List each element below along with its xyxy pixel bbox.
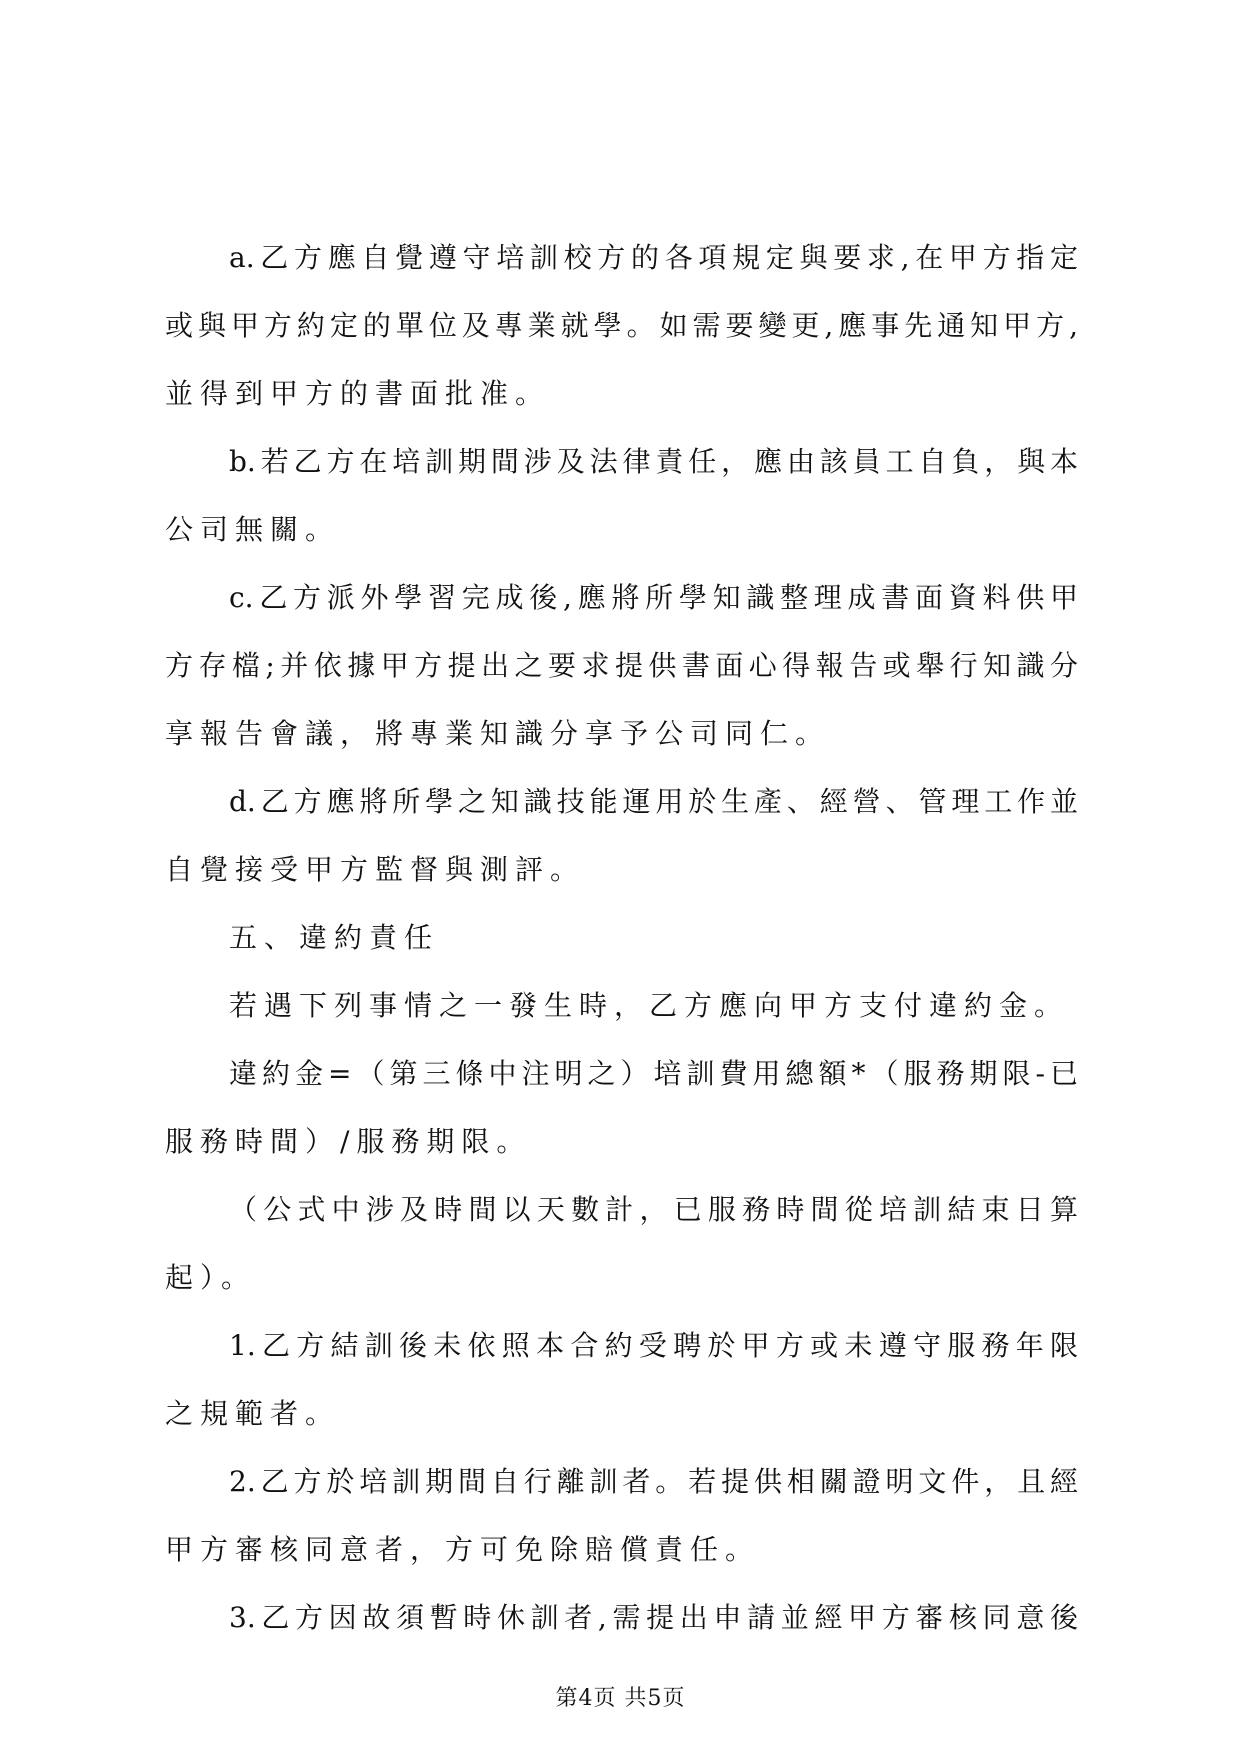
paragraph-a-line-2: 或與甲方約定的單位及專業就學。如需要變更,應事先通知甲方, bbox=[165, 309, 1078, 342]
paragraph-d-line-1: d.乙方應將所學之知識技能運用於生產、經營、管理工作並 bbox=[229, 785, 1078, 818]
section-heading: 五、違約責任 bbox=[229, 921, 440, 954]
paragraph-b-line-1: b.若乙方在培訓期間涉及法律責任，應由該員工自負，與本 bbox=[229, 445, 1078, 478]
paragraph-c-line-2: 方存檔;并依據甲方提出之要求提供書面心得報告或舉行知識分 bbox=[165, 649, 1078, 682]
paragraph-a-line-3: 並得到甲方的書面批准。 bbox=[165, 377, 551, 410]
item-2-line-2: 甲方審核同意者，方可免除賠償責任。 bbox=[165, 1533, 761, 1566]
item-3-line-1: 3.乙方因故須暫時休訓者,需提出申請並經甲方審核同意後 bbox=[229, 1601, 1078, 1634]
paragraph-d-line-2: 自覺接受甲方監督與測評。 bbox=[165, 853, 586, 886]
formula-note-line-1: （公式中涉及時間以天數計，已服務時間從培訓結束日算 bbox=[229, 1193, 1078, 1226]
formula-note-line-2: 起）。 bbox=[165, 1261, 257, 1294]
paragraph-a-line-1: a.乙方應自覺遵守培訓校方的各項規定與要求,在甲方指定 bbox=[229, 241, 1078, 274]
page-number-footer: 第4页 共5页 bbox=[555, 1686, 686, 1711]
penalty-intro: 若遇下列事情之一發生時，乙方應向甲方支付違約金。 bbox=[229, 989, 1070, 1022]
formula-line-1: 違約金=（第三條中注明之）培訓費用總額*（服務期限-已 bbox=[229, 1057, 1078, 1090]
item-2-line-1: 2.乙方於培訓期間自行離訓者。若提供相關證明文件，且經 bbox=[229, 1465, 1078, 1498]
item-1-line-2: 之規範者。 bbox=[165, 1397, 341, 1430]
paragraph-b-line-2: 公司無關。 bbox=[165, 513, 341, 546]
formula-line-2: 服務時間）/服務期限。 bbox=[165, 1125, 532, 1158]
paragraph-c-line-1: c.乙方派外學習完成後,應將所學知識整理成書面資料供甲 bbox=[229, 581, 1078, 614]
paragraph-c-line-3: 享報告會議，將專業知識分享予公司同仁。 bbox=[165, 717, 831, 750]
item-1-line-1: 1.乙方結訓後未依照本合約受聘於甲方或未遵守服務年限 bbox=[229, 1329, 1078, 1362]
